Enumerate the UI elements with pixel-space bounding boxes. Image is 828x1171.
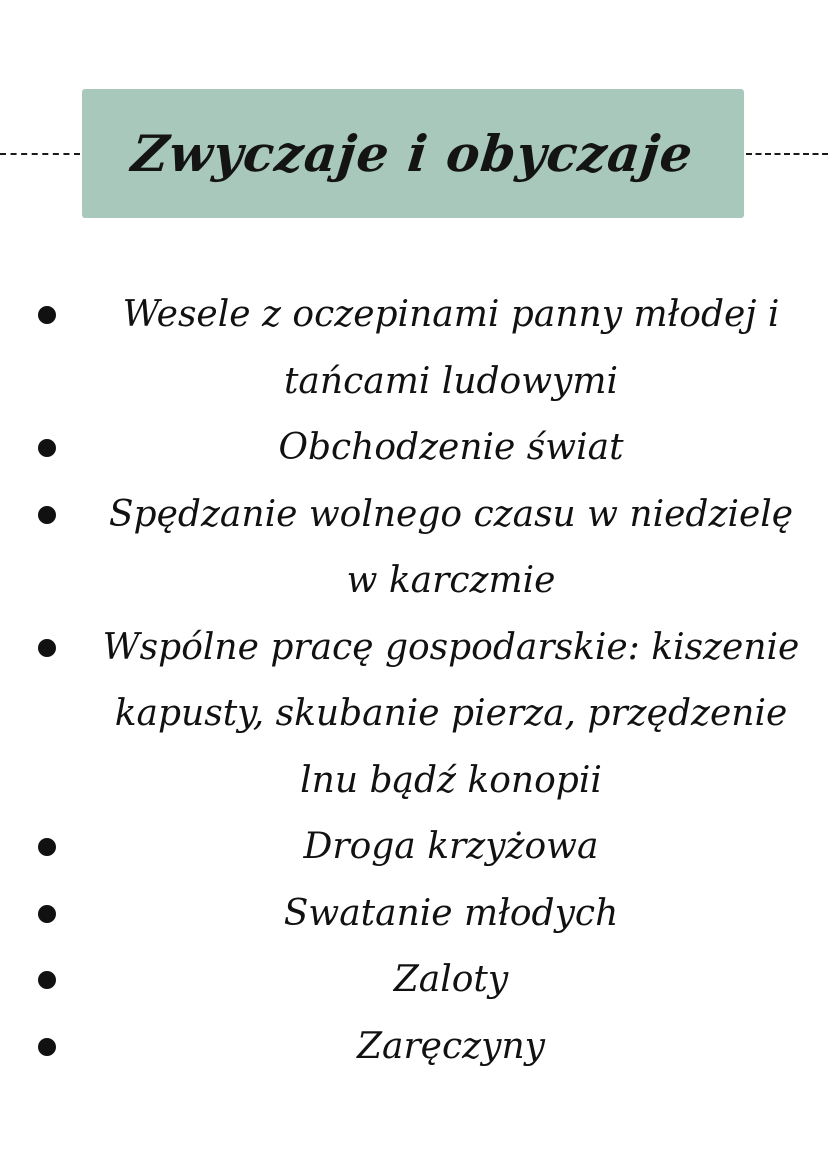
list-item	[0, 615, 828, 815]
bullet-icon	[38, 506, 56, 524]
list-item	[0, 814, 828, 881]
bullet-icon	[38, 838, 56, 856]
list-item-text: Swatanie młodych	[283, 892, 619, 934]
list-item	[0, 1014, 828, 1081]
list-item-text: Spędzanie wolnego czasu w niedzielę w karczmie	[108, 493, 794, 601]
list-item	[0, 947, 828, 1014]
customs-list	[0, 282, 828, 1080]
title-divider-left	[0, 153, 80, 155]
bullet-icon	[38, 306, 56, 324]
bullet-icon	[38, 905, 56, 923]
bullet-icon	[38, 639, 56, 657]
bullet-icon	[38, 971, 56, 989]
bullet-icon	[38, 1038, 56, 1056]
list-item	[0, 282, 828, 415]
list-item-text: Zaręczyny	[357, 1025, 545, 1067]
list-item	[0, 415, 828, 482]
list-item-text: Zaloty	[393, 959, 509, 1000]
list-item	[0, 482, 828, 615]
list-item	[0, 881, 828, 948]
title-divider-right	[746, 153, 828, 155]
title-banner	[82, 89, 744, 218]
bullet-icon	[38, 439, 56, 457]
list-item-text: Wspólne pracę gospodarskie: kiszenie kapusty, skubanie pierza, przędzenie lnu bądź konopii	[102, 626, 800, 801]
list-item-text: Wesele z oczepinami panny młodej i tańcami ludowymi	[122, 294, 780, 402]
page-title: Zwyczaje i obyczaje	[129, 124, 697, 183]
list-item-text: Droga krzyżowa	[303, 826, 599, 867]
list-item-text: Obchodzenie świat	[278, 427, 624, 468]
